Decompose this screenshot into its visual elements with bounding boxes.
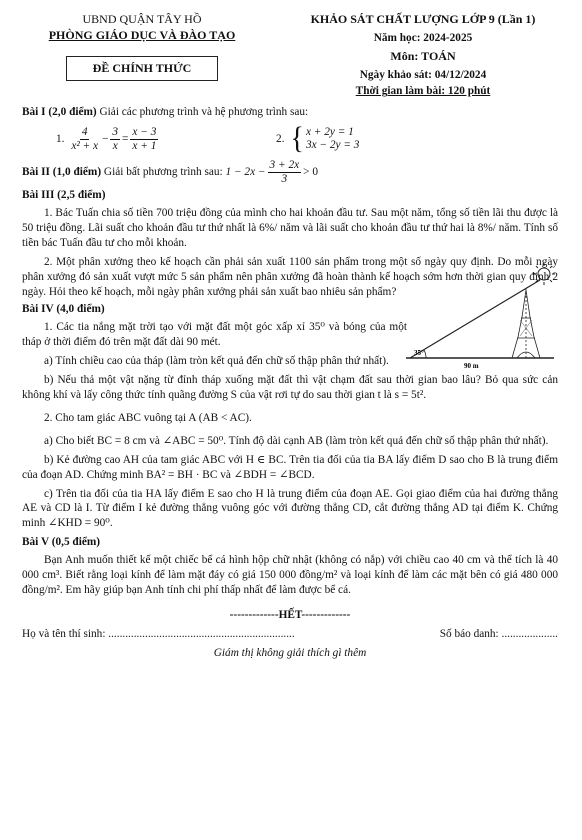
bai2-rhs: > 0 <box>303 165 318 178</box>
bai2-heading <box>22 159 558 185</box>
bai1-intro: Giải các phương trình và hệ phương trình sau: <box>96 106 309 119</box>
eq1-fraction-3 <box>130 126 158 152</box>
angle-label: 35° <box>414 349 424 357</box>
equation-2 <box>276 121 360 156</box>
tower-figure <box>406 262 556 372</box>
exam-date: Ngày khảo sát: 04/12/2024 <box>359 68 487 81</box>
eq1-minus: − <box>102 132 109 145</box>
bai3-part1: 1. Bác Tuấn chia số tiền 700 triệu đồng của mình cho hai khoản đầu tư. Sau một năm, tổng số tiền lãi thu được là 50 triệu đồng. Lãi suất cho khoản đầu tư thứ nhất là 6%/ năm và lãi suất cho khoản đầu tư thứ hai là 8%/ năm. Tính số tiền bác Tuấn đầu tư cho mỗi khoản. <box>22 207 558 249</box>
candidate-id-label: Số báo danh: .................... <box>439 627 558 640</box>
bai4-title: Bài IV (4,0 điểm) <box>22 303 105 316</box>
bai3-part2: 2. Một phân xưởng theo kế hoạch cần phải sản xuất 1100 sản phẩm trong một số ngày quy định. Do mỗi ngày phân xưởng đó sản xuất vượt mức 5 sản phẩm nên phân xưởng đã hoàn thành kế hoạch sớm hơn thời gian quy định 2 ngày. Hỏi theo kế hoạch, mỗi ngày phân xưởng phải sản xuất bao nhiêu sản phẩm? <box>22 255 558 298</box>
eq2-row-2: 3x − 2y = 3 <box>305 139 360 152</box>
eq1-fraction-2 <box>110 126 120 152</box>
bai5-title: Bài V (0,5 điểm) <box>22 536 101 549</box>
bai2-frac-num: 3 + 2x <box>269 159 300 172</box>
eq2-system <box>290 121 360 156</box>
bai4-part1b: b) Nếu thả một vật nặng từ đỉnh tháp xuống mặt đất thì vật chạm đất sau thời gian bao lâu? Bỏ qua sức cản không khí và lấy công thức tính quãng đường S của vật rơi tự do sau thời gian t là s = 5t². <box>22 374 558 401</box>
bai1-heading <box>22 105 558 120</box>
department-name: PHÒNG GIÁO DỤC VÀ ĐÀO TẠO <box>48 27 236 42</box>
length-label: 90 m <box>464 362 479 370</box>
eq1-fraction-1 <box>69 126 100 152</box>
bai2-lhs: 1 − 2x − <box>225 165 266 178</box>
school-year: Năm học: 2024-2025 <box>373 31 473 44</box>
angle-arc <box>424 350 426 358</box>
bai4-part2: 2. Cho tam giác ABC vuông tại A (AB < AC). <box>44 411 252 424</box>
bai2-frac-den: 3 <box>281 172 288 185</box>
eq1-f3-den: x + 1 <box>132 139 157 152</box>
eq2-row-1: x + 2y = 1 <box>305 125 354 138</box>
bai2-intro: Giải bất phương trình sau: <box>101 165 226 178</box>
eq1-f1-num: 4 <box>81 126 88 139</box>
candidate-info <box>22 627 558 642</box>
brace-icon: { <box>290 121 304 156</box>
eq1-f2-den: x <box>112 139 118 152</box>
eq1-f1-den: x² + x <box>71 139 98 152</box>
bai4-part2c: c) Trên tia đối của tia HA lấy điểm E sao cho H là trung điểm của đoạn AE. Gọi giao điểm của hai đường thẳng AE và CD là I. Từ điểm I kẻ đường thẳng vuông góc với đường thẳng CD, cắt đường thẳng AD tại điểm K. Chứng minh ∠KHD = 90⁰. <box>22 487 558 530</box>
eq1-equals: = <box>122 132 129 145</box>
eq2-label: 2. <box>276 132 285 145</box>
bai1-title: Bài I (2,0 điểm) <box>22 106 97 119</box>
eq1-f3-num: x − 3 <box>132 126 157 139</box>
bai4-part1: 1. Các tia nắng mặt trời tạo với mặt đất một góc xấp xỉ 35⁰ và bóng của một tháp ở thời điểm đó trên mặt đất dài 90 mét. <box>22 321 407 349</box>
header <box>22 10 558 99</box>
bai2-fraction <box>268 159 302 185</box>
equation-1 <box>56 126 276 152</box>
bai4-part2b: b) Kẻ đường cao AH của tam giác ABC với H ∈ BC. Trên tia đối của tia BA lấy điểm D sao cho B là trung điểm của đoạn AD. Chứng minh BA² = BH · BC và ∠BDH = ∠BCD. <box>22 453 558 481</box>
bai4-part1a: a) Tính chiều cao của tháp (làm tròn kết quả đến chữ số thập phân thứ nhất). <box>44 355 389 368</box>
bai3-title: Bài III (2,5 điểm) <box>22 189 106 202</box>
header-left <box>22 10 262 99</box>
bai4-part2a: a) Cho biết BC = 8 cm và ∠ABC = 50⁰. Tính độ dài cạnh AB (làm tròn kết quả đến chữ số thập phân thứ nhất). <box>44 434 549 447</box>
eq1-f2-num: 3 <box>112 126 119 139</box>
duration: Thời gian làm bài: 120 phút <box>355 85 491 98</box>
proctor-note: Giám thị không giải thích gì thêm <box>213 646 367 659</box>
subject: Môn: TOÁN <box>390 48 456 63</box>
eq1-label: 1. <box>56 132 65 145</box>
sun-ray <box>410 280 540 358</box>
header-right <box>288 10 558 99</box>
bai2-title: Bài II (1,0 điểm) <box>22 165 102 178</box>
bai1-equations <box>56 121 558 156</box>
exam-title: KHẢO SÁT CHẤT LƯỢNG LỚP 9 (Lần 1) <box>310 12 536 26</box>
official-badge: ĐỀ CHÍNH THỨC <box>66 56 219 82</box>
district-name: UBND QUẬN TÂY HỒ <box>82 12 202 26</box>
candidate-name-label: Họ và tên thí sinh: .................................................................. <box>22 627 295 640</box>
end-marker: -------------HẾT------------- <box>229 608 351 621</box>
bai5-part1: Bạn Anh muốn thiết kế một chiếc bể cá hình hộp chữ nhật (không có nắp) với chiều cao 40 cm và thể tích là 40 000 cm³. Biết rằng loại kính để làm mặt đáy có giá 150 000 đồng/m² và loại kính để làm các mặt bên có giá 480 000 đồng/m². Em hãy giúp bạn Anh tính chi phí thấp nhất để làm được bể cá. <box>22 554 558 596</box>
